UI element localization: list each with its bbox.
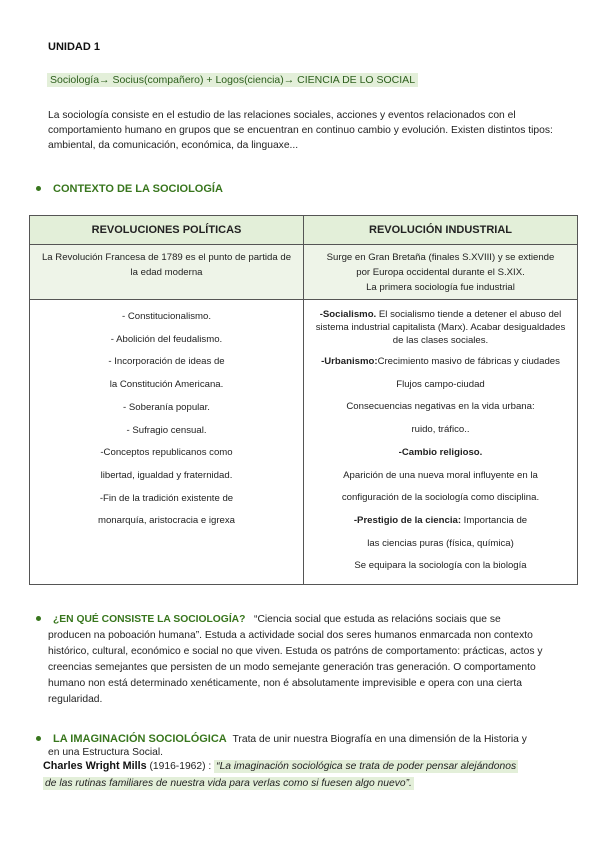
imaginacion-text-cont: en una Estructura Social. — [48, 747, 164, 758]
list-item: configuración de la sociología como disciplina. — [341, 492, 540, 504]
col-industrial-header: REVOLUCIÓN INDUSTRIAL — [304, 216, 578, 245]
prestigio-text: Importancia de — [461, 514, 528, 526]
intro-paragraph: La sociología consiste en el estudio de las relaciones sociales, acciones y eventos relacionados con el comportamiento humano en grupos que se encuentran en continuo cambio y evolución. Existen distintos tipos: ambiental, da comunicación, económica, da linguaxe... — [48, 110, 553, 151]
bullet-icon — [36, 616, 41, 621]
table-list-row — [30, 300, 578, 585]
list-item: - Abolición del feudalismo. — [110, 333, 223, 345]
list-item: las ciencias puras (física, química) — [367, 537, 514, 549]
table-intro-row — [30, 245, 578, 300]
list-item: - Sufragio censual. — [126, 424, 207, 436]
urbanismo-label: -Urbanismo: — [321, 356, 378, 367]
imaginacion-heading: LA IMAGINACIÓN SOCIOLÓGICA — [53, 733, 227, 745]
prestigio-label: -Prestigio de la ciencia: — [353, 514, 462, 526]
industrial-list — [310, 306, 571, 578]
consiste-body: producen na poboación humana”. Estuda a actividade social dos seres humanos enmarcada non contexto histórico, cultural, económico e social no que viven. Estuda os patróns de comportamento: prácticas, actos y creencias semejantes que persisten de un modo semejante generación tras generación. O comportamento humano non está determinado xenéticamente, non é absolutamente imprevisible e opera con una cierta regularidad. — [48, 630, 543, 705]
list-item: la Constitución Americana. — [109, 379, 224, 391]
consiste-quote-start: “Ciencia social que estuda as relacións sociais que se — [254, 614, 501, 625]
mills-quote-1: “La imaginación sociológica se trata de poder pensar alejándonos — [216, 761, 517, 772]
urbanismo-item — [310, 351, 571, 374]
list-item: -Conceptos republicanos como — [100, 447, 233, 459]
industrial-intro-line: La primera sociología fue industrial — [366, 282, 515, 293]
unit-title: UNIDAD 1 — [48, 41, 100, 53]
list-item: Consecuencias negativas en la vida urbana: — [346, 401, 535, 413]
table-header-row — [30, 216, 578, 245]
consiste-heading: ¿EN QUÉ CONSISTE LA SOCIOLOGÍA? — [53, 614, 246, 625]
cambio-label: -Cambio religioso. — [398, 446, 483, 458]
context-heading-text: CONTEXTO DE LA SOCIOLOGÍA — [53, 183, 223, 195]
mills-years: (1916-1962) : — [146, 761, 215, 772]
list-item: - Constitucionalismo. — [121, 311, 212, 322]
cambio-item — [310, 442, 571, 465]
socialismo-text: El socialismo tiende a detener el abuso del sistema industrial capitalista (Marx). Acabar desigualdades de las clases sociales. — [315, 309, 566, 346]
industrial-list-cell — [304, 300, 578, 585]
urbanismo-text: Crecimiento masivo de fábricas y ciudades — [377, 356, 560, 367]
list-item: libertad, igualdad y fraternidad. — [100, 469, 233, 481]
mills-quote-2: de las rutinas familiares de nuestra vida para verlas como si fuesen algo nuevo”. — [45, 778, 412, 789]
list-item: Aparición de una nueva moral influyente en la — [343, 469, 538, 481]
list-item: -Fin de la tradición existente de — [99, 492, 234, 504]
context-heading — [36, 183, 223, 195]
mills-author: Charles Wright Mills — [43, 760, 147, 772]
consiste-paragraph — [36, 612, 556, 628]
imaginacion-text: Trata de unir nuestra Biografía en una dimensión de la Historia y — [232, 734, 527, 745]
bullet-icon — [36, 736, 41, 741]
industrial-intro-line: Surge en Gran Bretaña (finales S.XVIII) y se extiende — [326, 252, 555, 263]
industrial-intro-cell — [304, 245, 578, 300]
political-intro-text: La Revolución Francesa de 1789 es el punto de partida de la edad moderna — [41, 252, 292, 278]
list-item: Flujos campo-ciudad — [396, 378, 485, 390]
socialismo-label: -Socialismo. — [319, 309, 377, 320]
list-item: Se equipara la sociología con la biología — [354, 560, 527, 572]
list-item: ruido, tráfico.. — [411, 424, 470, 436]
political-intro-cell — [30, 245, 304, 300]
list-item: monarquía, aristocracia e igrexa — [97, 515, 236, 527]
mills-quote-line — [43, 778, 414, 789]
col-political-header: REVOLUCIONES POLÍTICAS — [30, 216, 304, 245]
socialismo-item — [310, 306, 571, 351]
political-list — [36, 306, 297, 533]
list-item: - Incorporación de ideas de — [108, 356, 225, 368]
political-list-cell — [30, 300, 304, 585]
mills-quote-line — [43, 760, 518, 772]
industrial-intro-line: por Europa occidental durante el S.XIX. — [356, 267, 525, 278]
etymology-line: Sociología→ Socius(compañero) + Logos(ciencia)→ CIENCIA DE LO SOCIAL — [47, 73, 418, 87]
prestigio-item — [310, 510, 571, 533]
bullet-icon — [36, 186, 41, 191]
list-item: - Soberanía popular. — [123, 401, 210, 413]
revolutions-table — [29, 215, 578, 585]
